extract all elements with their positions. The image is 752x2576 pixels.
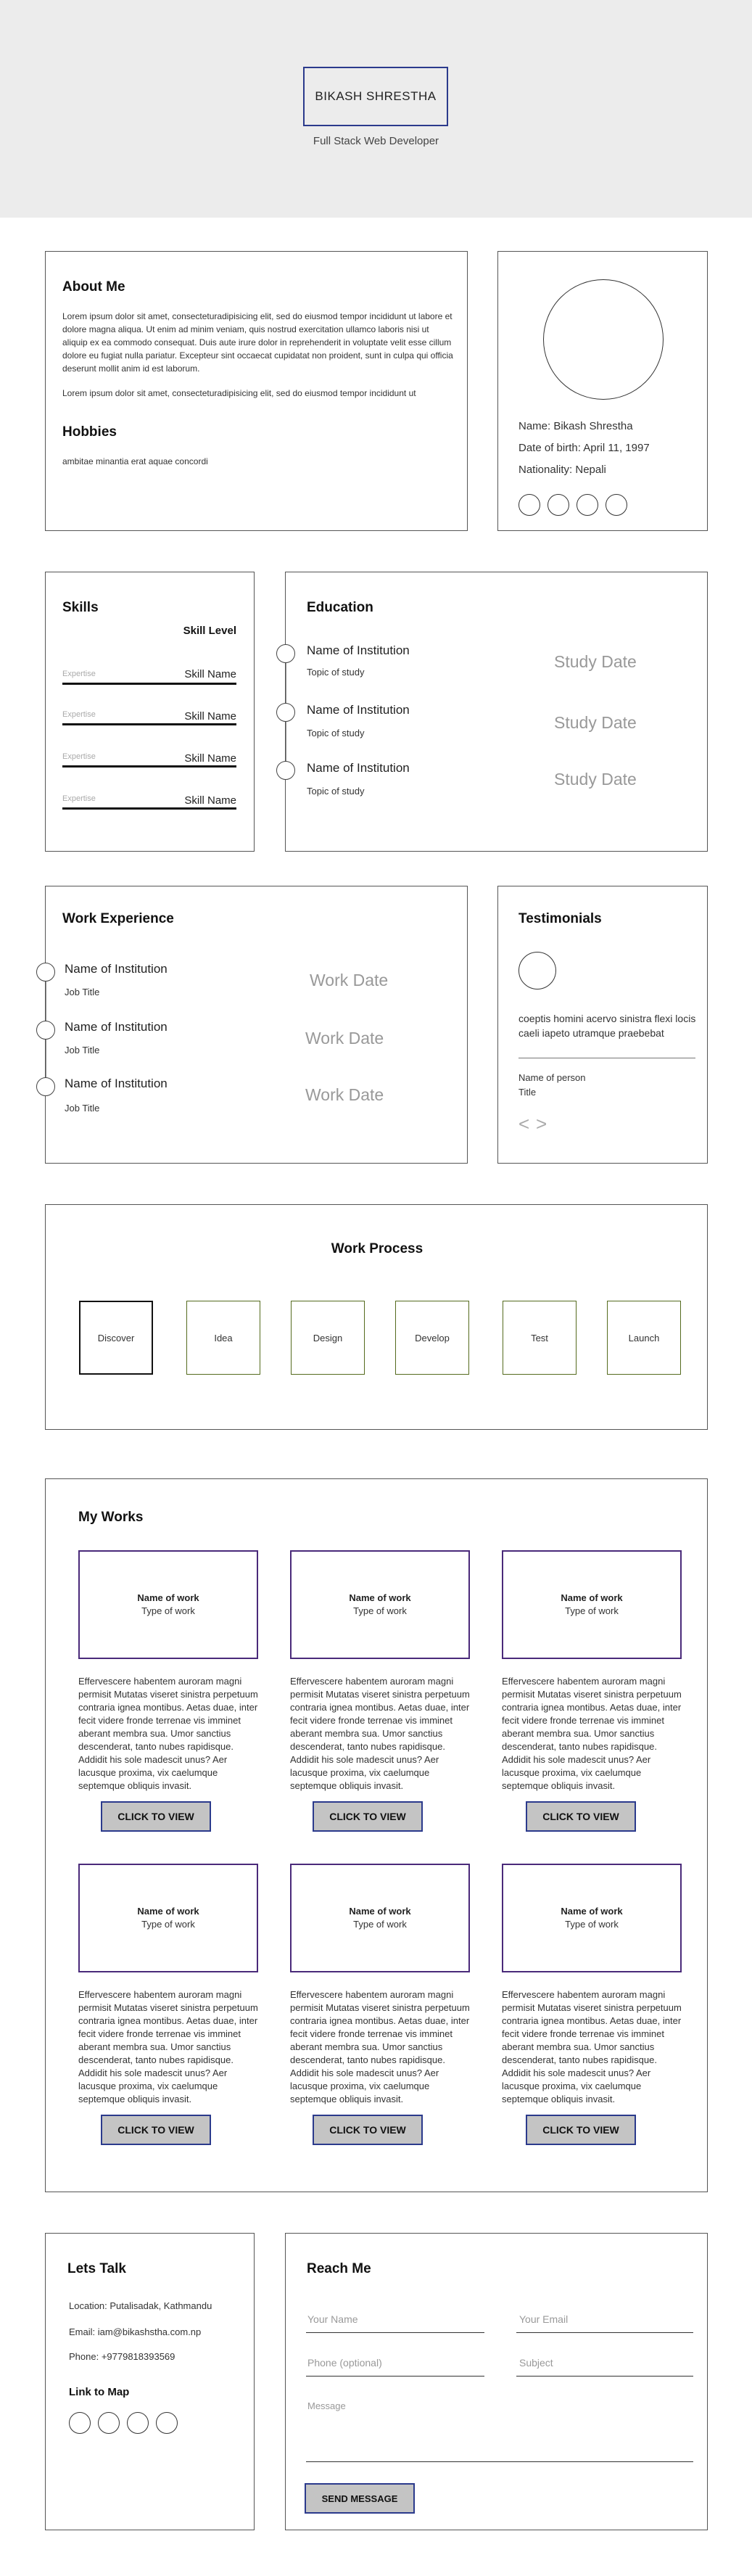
skill-bar	[62, 807, 236, 810]
work-card[interactable]	[290, 1550, 470, 1659]
phone-input[interactable]: Phone (optional)	[307, 2357, 382, 2369]
profile-nationality: Nationality: Nepali	[518, 464, 606, 476]
contact-location: Location: Putalisadak, Kathmandu	[69, 2300, 212, 2311]
skill-name: Skill Name	[184, 794, 236, 807]
process-step-idea: Idea	[186, 1301, 260, 1375]
profile-name: Name: Bikash Shrestha	[518, 420, 633, 432]
process-step-discover: Discover	[79, 1301, 153, 1375]
about-title: About Me	[62, 279, 125, 295]
reach-me-title: Reach Me	[307, 2261, 371, 2276]
name-input[interactable]: Your Name	[307, 2313, 358, 2325]
work-date: Work Date	[305, 1029, 384, 1048]
profile-avatar	[543, 279, 664, 400]
social-link-icon[interactable]	[548, 494, 569, 516]
education-topic: Topic of study	[307, 667, 365, 678]
site-logo[interactable]: BIKASH SHRESTHA	[303, 67, 448, 126]
work-type: Type of work	[141, 1919, 195, 1930]
about-paragraph-2: Lorem ipsum dolor sit amet, consecteturadipisicing elit, sed do eiusmod tempor incididunt ut	[62, 388, 416, 398]
work-description: Effervescere habentem auroram magni permisit Mutatas viseret sinistra perpetuum contraria ignea montibus. Aetas duae, inter fecit videre fronde terrenae vis imminet aberant membra sua. Umor sanctius descenderat, tanto nubes rapidisque. Addidit his sole madescit unus? Aer lacusque proxima, vix caelumque septemque obliquis invasit.	[290, 1989, 470, 2104]
timeline-dot	[276, 644, 295, 663]
click-to-view-button[interactable]: CLICK TO VIEW	[101, 2115, 211, 2145]
message-textarea[interactable]: Message	[307, 2400, 346, 2411]
profile-dob: Date of birth: April 11, 1997	[518, 442, 650, 454]
work-card[interactable]	[502, 1864, 682, 1972]
skill-name: Skill Name	[184, 668, 236, 680]
work-type: Type of work	[565, 1919, 619, 1930]
header-subtitle: Full Stack Web Developer	[313, 135, 439, 147]
work-experience-section	[45, 886, 468, 1164]
about-section	[45, 251, 468, 531]
skill-expertise: Expertise	[62, 794, 96, 803]
testimonials-title: Testimonials	[518, 911, 602, 926]
social-link-icon[interactable]	[518, 494, 540, 516]
work-name: Name of work	[349, 1906, 411, 1917]
timeline-dot	[36, 963, 55, 982]
skill-name: Skill Name	[184, 710, 236, 723]
education-topic: Topic of study	[307, 728, 365, 738]
work-description: Effervescere habentem auroram magni permisit Mutatas viseret sinistra perpetuum contraria ignea montibus. Aetas duae, inter fecit videre fronde terrenae vis imminet aberant membra sua. Umor sanctius descenderat, tanto nubes rapidisque. Addidit his sole madescit unus? Aer lacusque proxima, vix caelumque septemque obliquis invasit.	[502, 1989, 682, 2104]
skill-expertise: Expertise	[62, 670, 96, 678]
work-job-title: Job Title	[65, 1103, 100, 1114]
process-step-test: Test	[503, 1301, 577, 1375]
testimonial-quote: coeptis homini acervo sinistra flexi locis caeli iapeto utramque praebebat	[518, 1013, 696, 1039]
message-underline	[306, 2461, 693, 2462]
work-institution: Name of Institution	[65, 962, 168, 976]
testimonial-prev-button[interactable]: <	[518, 1113, 530, 1135]
work-description: Effervescere habentem auroram magni permisit Mutatas viseret sinistra perpetuum contraria ignea montibus. Aetas duae, inter fecit videre fronde terrenae vis imminet aberant membra sua. Umor sanctius descenderat, tanto nubes rapidisque. Addidit his sole madescit unus? Aer lacusque proxima, vix caelumque septemque obliquis invasit.	[290, 1676, 470, 1791]
work-name: Name of work	[137, 1592, 199, 1603]
work-process-section	[45, 1204, 708, 1430]
phone-input-underline	[306, 2376, 484, 2377]
education-title: Education	[307, 600, 373, 615]
skill-bar	[62, 765, 236, 768]
work-date: Work Date	[305, 1085, 384, 1104]
social-link-icon[interactable]	[98, 2412, 120, 2434]
email-input[interactable]: Your Email	[519, 2313, 569, 2325]
work-description: Effervescere habentem auroram magni permisit Mutatas viseret sinistra perpetuum contraria ignea montibus. Aetas duae, inter fecit videre fronde terrenae vis imminet aberant membra sua. Umor sanctius descenderat, tanto nubes rapidisque. Addidit his sole madescit unus? Aer lacusque proxima, vix caelumque septemque obliquis invasit.	[502, 1676, 682, 1791]
my-works-title: My Works	[78, 1510, 144, 1525]
testimonial-next-button[interactable]: >	[536, 1113, 548, 1135]
education-date: Study Date	[554, 713, 637, 732]
click-to-view-button[interactable]: CLICK TO VIEW	[313, 1801, 423, 1832]
work-card[interactable]	[502, 1550, 682, 1659]
work-process-title: Work Process	[331, 1241, 423, 1256]
work-institution: Name of Institution	[65, 1077, 168, 1090]
click-to-view-button[interactable]: CLICK TO VIEW	[526, 1801, 636, 1832]
send-message-button[interactable]: SEND MESSAGE	[305, 2483, 415, 2514]
education-institution: Name of Institution	[307, 643, 410, 657]
social-link-icon[interactable]	[127, 2412, 149, 2434]
education-institution: Name of Institution	[307, 703, 410, 717]
page-header	[0, 0, 752, 218]
timeline-dot	[276, 703, 295, 722]
email-input-underline	[516, 2332, 693, 2333]
contact-phone: Phone: +9779818393569	[69, 2351, 175, 2362]
education-section	[285, 572, 708, 852]
work-date: Work Date	[310, 971, 389, 989]
social-link-icon[interactable]	[577, 494, 598, 516]
social-link-icon[interactable]	[69, 2412, 91, 2434]
education-topic: Topic of study	[307, 786, 365, 797]
process-step-launch: Launch	[607, 1301, 681, 1375]
process-step-design: Design	[291, 1301, 365, 1375]
profile-section	[497, 251, 708, 531]
skill-level-label: Skill Level	[183, 625, 236, 637]
link-to-map-title: Link to Map	[69, 2386, 130, 2398]
work-name: Name of work	[561, 1592, 623, 1603]
work-type: Type of work	[353, 1605, 407, 1616]
click-to-view-button[interactable]: CLICK TO VIEW	[101, 1801, 211, 1832]
work-job-title: Job Title	[65, 1045, 100, 1055]
hobbies-title: Hobbies	[62, 424, 117, 440]
work-description: Effervescere habentem auroram magni permisit Mutatas viseret sinistra perpetuum contraria ignea montibus. Aetas duae, inter fecit videre fronde terrenae vis imminet aberant membra sua. Umor sanctius descenderat, tanto nubes rapidisque. Addidit his sole madescit unus? Aer lacusque proxima, vix caelumque septemque obliquis invasit.	[78, 1989, 258, 2104]
skill-bar	[62, 723, 236, 725]
work-card[interactable]	[290, 1864, 470, 1972]
testimonial-person-title: Title	[518, 1087, 537, 1098]
work-institution: Name of Institution	[65, 1020, 168, 1034]
education-date: Study Date	[554, 770, 637, 789]
testimonial-avatar	[518, 952, 556, 989]
work-card[interactable]	[78, 1550, 258, 1659]
lets-talk-section	[45, 2233, 255, 2530]
lets-talk-title: Lets Talk	[67, 2261, 126, 2276]
about-paragraph-1: Lorem ipsum dolor sit amet, consecteturadipisicing elit, sed do eiusmod tempor incididunt ut labore et dolore magna aliqua. Ut enim ad minim veniam, quis nostrud exercitation ullamco laboris nisi ut aliquip ex ea commodo consequat. Duis aute irure dolor in reprehenderit in voluptate velit esse cillum dolore eu fugiat nulla pariatur. Excepteur sint occaecat cupidatat non proident, sunt in culpa qui officia deserunt mollit anim id est laborum.	[62, 311, 453, 374]
skill-bar	[62, 683, 236, 685]
work-type: Type of work	[141, 1605, 195, 1616]
contact-email: Email: iam@bikashstha.com.np	[69, 2326, 202, 2337]
skill-expertise: Expertise	[62, 710, 96, 719]
work-name: Name of work	[137, 1906, 199, 1917]
subject-input-underline	[516, 2376, 693, 2377]
work-type: Type of work	[565, 1605, 619, 1616]
work-card[interactable]	[78, 1864, 258, 1972]
social-link-icon[interactable]	[606, 494, 627, 516]
work-type: Type of work	[353, 1919, 407, 1930]
testimonial-person: Name of person	[518, 1072, 586, 1083]
reach-me-section	[285, 2233, 708, 2530]
hobbies-text: ambitae minantia erat aquae concordi	[62, 456, 208, 466]
click-to-view-button[interactable]: CLICK TO VIEW	[313, 2115, 423, 2145]
education-date: Study Date	[554, 652, 637, 671]
skills-section	[45, 572, 255, 852]
work-description: Effervescere habentem auroram magni permisit Mutatas viseret sinistra perpetuum contraria ignea montibus. Aetas duae, inter fecit videre fronde terrenae vis imminet aberant membra sua. Umor sanctius descenderat, tanto nubes rapidisque. Addidit his sole madescit unus? Aer lacusque proxima, vix caelumque septemque obliquis invasit.	[78, 1676, 258, 1791]
skills-title: Skills	[62, 600, 99, 615]
work-name: Name of work	[349, 1592, 411, 1603]
my-works-section	[45, 1478, 708, 2192]
education-institution: Name of Institution	[307, 761, 410, 775]
work-job-title: Job Title	[65, 987, 100, 997]
work-name: Name of work	[561, 1906, 623, 1917]
social-link-icon[interactable]	[156, 2412, 178, 2434]
timeline-dot	[36, 1021, 55, 1040]
skill-name: Skill Name	[184, 752, 236, 765]
timeline-dot	[36, 1077, 55, 1096]
skill-expertise: Expertise	[62, 752, 96, 761]
name-input-underline	[306, 2332, 484, 2333]
click-to-view-button[interactable]: CLICK TO VIEW	[526, 2115, 636, 2145]
timeline-dot	[276, 761, 295, 780]
process-step-develop: Develop	[395, 1301, 469, 1375]
subject-input[interactable]: Subject	[519, 2357, 553, 2369]
testimonials-section	[497, 886, 708, 1164]
work-experience-title: Work Experience	[62, 911, 174, 926]
